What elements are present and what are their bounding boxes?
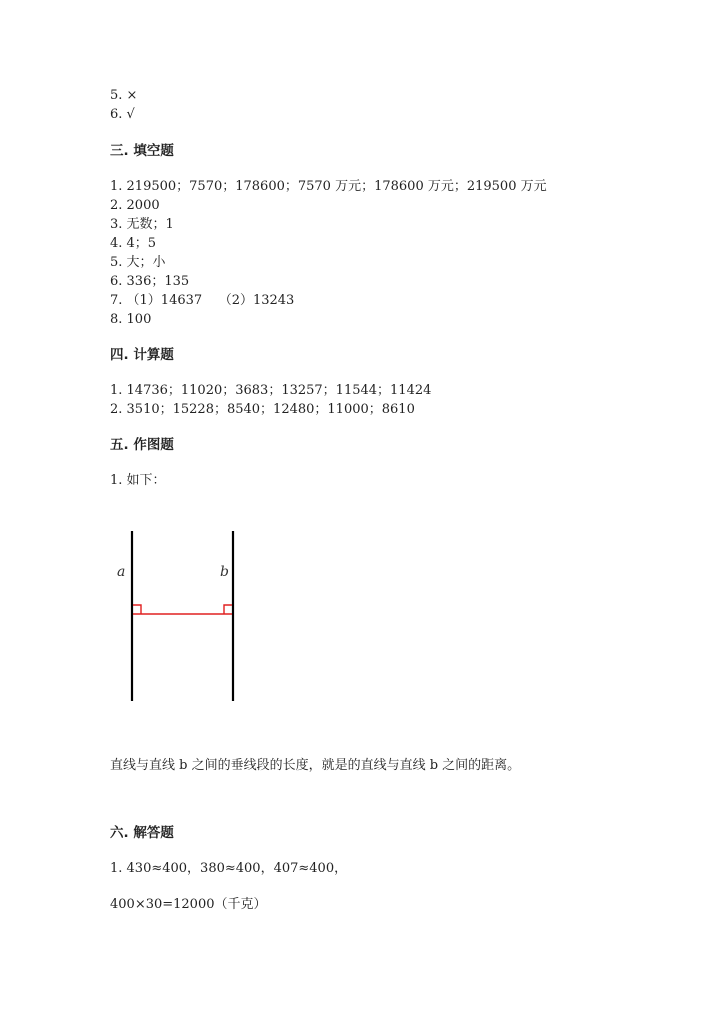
fill-in-answer-8: 8. 100 bbox=[110, 312, 152, 327]
calculation-answer-1: 1. 14736；11020；3683；13257；11544；11424 bbox=[110, 383, 432, 398]
fill-in-answer-3: 3. 无数；1 bbox=[110, 217, 174, 232]
perpendicular-lines-figure bbox=[110, 525, 250, 705]
word-problem-answer-line-2: 400×30=12000（千克） bbox=[110, 897, 267, 912]
section-heading-calculation: 四. 计算题 bbox=[110, 347, 174, 363]
section-heading-drawing: 五. 作图题 bbox=[110, 437, 174, 453]
fill-in-answer-5: 5. 大；小 bbox=[110, 255, 166, 270]
fill-in-answer-4: 4. 4；5 bbox=[110, 236, 157, 251]
answer-line-5: 5. × bbox=[110, 88, 138, 103]
answer-line-6: 6. √ bbox=[110, 107, 135, 122]
section-heading-fill-in: 三. 填空题 bbox=[110, 143, 174, 159]
fill-in-answer-6: 6. 336；135 bbox=[110, 274, 190, 289]
section-heading-word-problems: 六. 解答题 bbox=[110, 825, 174, 841]
word-problem-answer-line-1: 1. 430≈400，380≈400，407≈400， bbox=[110, 861, 348, 876]
label-b: b bbox=[220, 564, 229, 580]
label-a: a bbox=[117, 564, 126, 580]
calculation-answer-2: 2. 3510；15228；8540；12480；11000；8610 bbox=[110, 402, 415, 417]
fill-in-answer-7: 7. （1）14637 （2）13243 bbox=[110, 293, 295, 308]
right-angle-mark-b bbox=[224, 605, 232, 614]
drawing-caption: 直线与直线 b 之间的垂线段的长度，就是的直线与直线 b 之间的距离。 bbox=[110, 758, 521, 773]
fill-in-answer-2: 2. 2000 bbox=[110, 198, 160, 213]
right-angle-mark-a bbox=[133, 605, 141, 614]
fill-in-answer-1: 1. 219500；7570；178600；7570 万元；178600 万元；219500 万元 bbox=[110, 179, 547, 194]
drawing-answer-1: 1. 如下： bbox=[110, 473, 166, 488]
